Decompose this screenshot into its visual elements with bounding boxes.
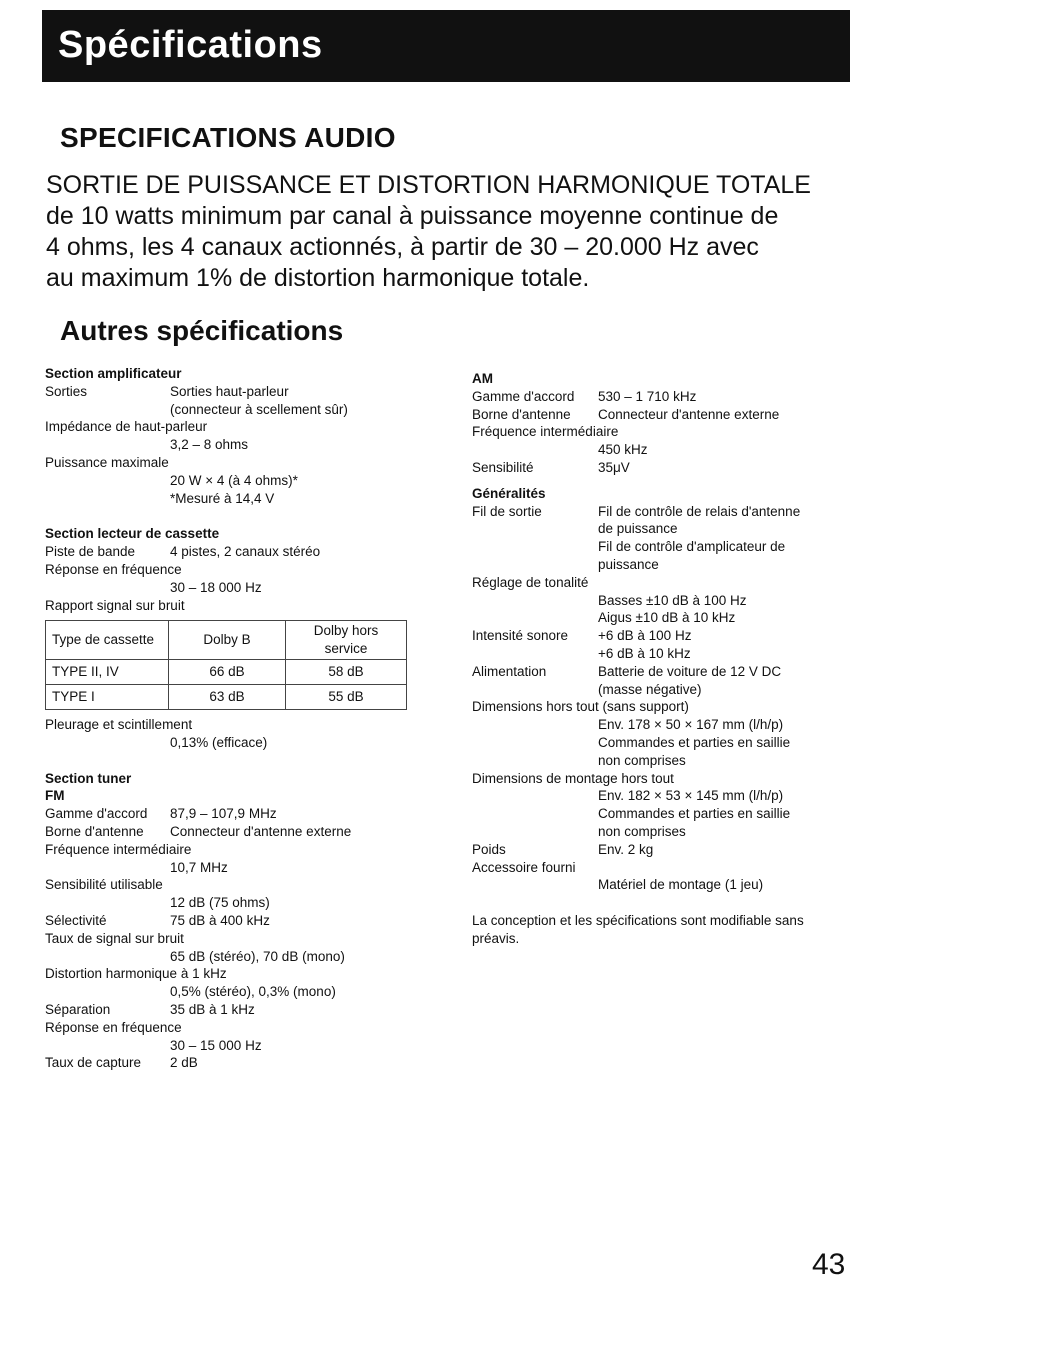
- spec-row: [472, 681, 892, 699]
- spec-row: [472, 663, 892, 681]
- spec-label: Sorties: [45, 383, 88, 399]
- spec-row: [45, 965, 440, 983]
- spec-value: 35μV: [598, 459, 630, 475]
- table-cell: TYPE I: [46, 684, 169, 709]
- spec-value: (masse négative): [598, 681, 702, 697]
- spec-label: Pleurage et scintillement: [45, 716, 193, 732]
- spec-value: Env. 2 kg: [598, 841, 654, 857]
- spec-row: [45, 436, 440, 454]
- spec-value: non comprises: [598, 752, 686, 768]
- spec-row: [45, 930, 440, 948]
- general-specs: [472, 503, 892, 895]
- spec-value: Fil de contrôle d'amplicateur de: [598, 539, 786, 555]
- table-row: [46, 684, 407, 709]
- table-cell: TYPE II, IV: [46, 659, 169, 684]
- spec-value: 10,7 MHz: [170, 859, 228, 875]
- spec-row: [472, 716, 892, 734]
- spec-value: Env. 178 × 50 × 167 mm (l/h/p): [598, 717, 784, 733]
- table-header: Dolby B: [169, 621, 286, 660]
- spec-label: Intensité sonore: [472, 628, 569, 644]
- spec-row: [45, 894, 440, 912]
- spec-row: [472, 805, 892, 823]
- spec-label: Sensibilité: [472, 459, 534, 475]
- spec-label: Alimentation: [472, 663, 547, 679]
- spec-row: [472, 406, 892, 424]
- fm-specs: [45, 805, 440, 1072]
- spec-label: Puissance maximale: [45, 454, 169, 470]
- amplifier-section-title: Section amplificateur: [45, 366, 182, 381]
- spec-row: [472, 556, 892, 574]
- amplifier-specs: [45, 383, 440, 508]
- spec-label: Rapport signal sur bruit: [45, 597, 185, 613]
- power-output-statement: [46, 170, 866, 294]
- spec-value: 75 dB à 400 kHz: [170, 912, 270, 928]
- spec-value: Commandes et parties en saillie: [598, 806, 791, 822]
- spec-label: Réponse en fréquence: [45, 1019, 182, 1035]
- spec-row: [45, 823, 440, 841]
- cassette-specs: [45, 543, 440, 614]
- spec-row: [472, 841, 892, 859]
- spec-row: [472, 876, 892, 894]
- spec-label: Fréquence intermédiaire: [472, 424, 619, 440]
- spec-value: Fil de contrôle de relais d'antenne: [598, 503, 801, 519]
- spec-value: Env. 182 × 53 × 145 mm (l/h/p): [598, 788, 784, 804]
- spec-value: puissance: [598, 556, 659, 572]
- am-specs: [472, 388, 892, 477]
- spec-row: [472, 538, 892, 556]
- spec-row: [472, 503, 892, 521]
- spec-label: Sensibilité utilisable: [45, 877, 163, 893]
- spec-row: [45, 1037, 440, 1055]
- spec-row: [472, 592, 892, 610]
- general-section-title: Généralités: [472, 485, 546, 501]
- title-banner: [42, 10, 850, 82]
- spec-row: [472, 787, 892, 805]
- page-title: Spécifications: [58, 24, 323, 66]
- spec-label: Borne d'antenne: [472, 406, 571, 422]
- table-header: Type de cassette: [46, 621, 169, 660]
- spec-value: 30 – 18 000 Hz: [170, 579, 262, 595]
- spec-value: 35 dB à 1 kHz: [170, 1001, 255, 1017]
- spec-row: [45, 383, 440, 401]
- spec-value: 20 W × 4 (à 4 ohms)*: [170, 472, 298, 488]
- spec-label: Taux de capture: [45, 1055, 142, 1071]
- spec-value: 530 – 1 710 kHz: [598, 388, 697, 404]
- spec-label: Dimensions de montage hors tout: [472, 770, 674, 786]
- table-cell: 58 dB: [286, 659, 407, 684]
- spec-row: [45, 401, 440, 419]
- wow-flutter-specs: [45, 716, 440, 752]
- spec-label: Fil de sortie: [472, 503, 542, 519]
- spec-value: +6 dB à 10 kHz: [598, 645, 691, 661]
- spec-row: [45, 454, 440, 472]
- spec-value: +6 dB à 100 Hz: [598, 628, 692, 644]
- spec-row: [45, 948, 440, 966]
- spec-row: [45, 716, 440, 734]
- spec-row: [472, 823, 892, 841]
- spec-label: Poids: [472, 841, 506, 857]
- spec-row: [45, 876, 440, 894]
- spec-row: [472, 388, 892, 406]
- other-specs-heading: Autres spécifications: [60, 315, 344, 346]
- spec-row: [472, 859, 892, 877]
- disclaimer: La conception et les spécifications sont modifiable sans préavis.: [472, 913, 804, 946]
- spec-value: Basses ±10 dB à 100 Hz: [598, 592, 747, 608]
- spec-label: Impédance de haut-parleur: [45, 419, 208, 435]
- intro-line: SORTIE DE PUISSANCE ET DISTORTION HARMONIQUE TOTALE: [46, 171, 811, 199]
- spec-row: [45, 983, 440, 1001]
- spec-row: [45, 472, 440, 490]
- spec-value: 0,5% (stéréo), 0,3% (mono): [170, 984, 336, 1000]
- intro-line: au maximum 1% de distortion harmonique totale.: [46, 264, 590, 292]
- spec-label: Dimensions hors tout (sans support): [472, 699, 689, 715]
- spec-label: Fréquence intermédiaire: [45, 841, 192, 857]
- signal-noise-table: [45, 620, 407, 710]
- spec-row: [45, 561, 440, 579]
- spec-row: [45, 912, 440, 930]
- spec-value: 65 dB (stéréo), 70 dB (mono): [170, 948, 345, 964]
- spec-label: Gamme d'accord: [45, 806, 148, 822]
- table-cell: 66 dB: [169, 659, 286, 684]
- cassette-section-title: Section lecteur de cassette: [45, 526, 220, 542]
- intro-line: de 10 watts minimum par canal à puissance moyenne continue de: [46, 202, 779, 230]
- spec-value: 30 – 15 000 Hz: [170, 1037, 262, 1053]
- spec-row: [472, 520, 892, 538]
- spec-label: Taux de signal sur bruit: [45, 930, 184, 946]
- spec-label: Réglage de tonalité: [472, 574, 589, 590]
- spec-label: Accessoire fourni: [472, 859, 576, 875]
- spec-value: Commandes et parties en saillie: [598, 734, 791, 750]
- spec-row: [45, 1001, 440, 1019]
- spec-value: Aigus ±10 dB à 10 kHz: [598, 610, 736, 626]
- spec-value: de puissance: [598, 521, 678, 537]
- spec-row: [45, 805, 440, 823]
- spec-row: [472, 752, 892, 770]
- right-column: [472, 370, 892, 948]
- spec-value: non comprises: [598, 823, 686, 839]
- spec-row: [472, 698, 892, 716]
- spec-label: Gamme d'accord: [472, 388, 575, 404]
- spec-value: *Mesuré à 14,4 V: [170, 490, 275, 506]
- spec-value: Connecteur d'antenne externe: [170, 823, 352, 839]
- spec-label: Distortion harmonique à 1 kHz: [45, 966, 227, 982]
- spec-row: [45, 1054, 440, 1072]
- spec-label: Séparation: [45, 1001, 111, 1017]
- audio-spec-heading: SPECIFICATIONS AUDIO: [60, 122, 396, 153]
- spec-label: Piste de bande: [45, 544, 136, 560]
- spec-row: [45, 859, 440, 877]
- spec-value: 0,13% (efficace): [170, 734, 268, 750]
- spec-row: [472, 459, 892, 477]
- spec-row: [472, 770, 892, 788]
- spec-row: [45, 841, 440, 859]
- spec-row: [472, 441, 892, 459]
- spec-value: Batterie de voiture de 12 V DC: [598, 663, 782, 679]
- spec-value: Sorties haut-parleur: [170, 383, 289, 399]
- spec-row: [45, 418, 440, 436]
- spec-row: [45, 597, 440, 615]
- table-header-row: [46, 621, 407, 660]
- spec-label: Réponse en fréquence: [45, 561, 182, 577]
- spec-row: [45, 490, 440, 508]
- spec-label: Borne d'antenne: [45, 823, 144, 839]
- spec-row: [45, 543, 440, 561]
- spec-value: 3,2 – 8 ohms: [170, 437, 249, 453]
- left-column: [45, 365, 440, 1072]
- spec-row: [472, 609, 892, 627]
- spec-row: [472, 734, 892, 752]
- spec-row: [472, 574, 892, 592]
- table-header: Dolby hors service: [286, 621, 407, 660]
- spec-value: 12 dB (75 ohms): [170, 895, 270, 911]
- spec-row: [45, 734, 440, 752]
- spec-value: 4 pistes, 2 canaux stéréo: [170, 544, 321, 560]
- spec-value: (connecteur à scellement sûr): [170, 401, 348, 417]
- intro-line: 4 ohms, les 4 canaux actionnés, à partir de 30 – 20.000 Hz avec: [46, 233, 759, 261]
- spec-value: Matériel de montage (1 jeu): [598, 877, 764, 893]
- spec-value: 87,9 – 107,9 MHz: [170, 806, 277, 822]
- spec-row: [472, 627, 892, 645]
- spec-label: Sélectivité: [45, 912, 107, 928]
- table-row: [46, 659, 407, 684]
- table-cell: 55 dB: [286, 684, 407, 709]
- tuner-section-title: Section tuner: [45, 770, 132, 786]
- am-title: AM: [472, 371, 493, 386]
- spec-row: [45, 1019, 440, 1037]
- spec-row: [472, 423, 892, 441]
- table-cell: 63 dB: [169, 684, 286, 709]
- spec-value: Connecteur d'antenne externe: [598, 406, 780, 422]
- spec-value: 450 kHz: [598, 442, 648, 458]
- page-number: 43: [812, 1248, 846, 1281]
- spec-value: 2 dB: [170, 1055, 198, 1071]
- spec-row: [472, 645, 892, 663]
- fm-title: FM: [45, 788, 65, 804]
- spec-row: [45, 579, 440, 597]
